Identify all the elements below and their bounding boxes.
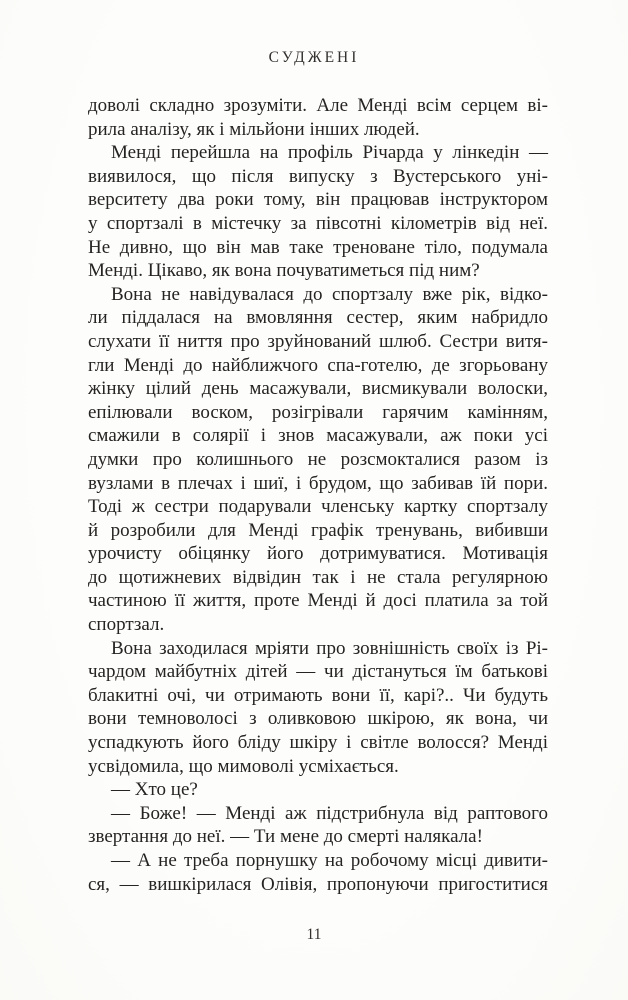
text-line: епілювали воском, розігрівали гарячим камінням, — [88, 401, 548, 423]
text-line: ся, — вишкірилася Олівія, пропонуючи пригоститися — [88, 873, 548, 895]
text-line: частиною її життя, проте Менді й досі платила за той — [88, 590, 548, 612]
text-line: блакитні очі, чи отримають вони її, карі?.. Чи будуть — [88, 684, 548, 706]
text-line: Вона не навідувалася до спортзалу вже рік, відко- — [111, 283, 548, 305]
text-line: — Хто це? — [111, 779, 198, 801]
text-line: спортзал. — [88, 614, 165, 636]
text-line: рила аналізу, як і мільйони інших людей. — [88, 118, 420, 140]
text-line: Тоді ж сестри подарували членську картку спортзалу — [88, 496, 548, 518]
text-line: Менді перейшла на профіль Річарда у лінкедін — — [111, 142, 548, 164]
text-line: слухати її ниття про зруйнований шлюб. Сестри витя- — [88, 330, 548, 352]
text-line: усвідомила, що мимоволі усміхається. — [88, 755, 399, 777]
text-line: — Боже! — Менді аж підстрибнула від раптового — [111, 802, 548, 824]
text-line: до щотижневих відвідин так і не стала регулярною — [88, 566, 548, 588]
text-line: смажили в солярії і знов масажували, аж поки усі — [88, 425, 548, 447]
text-line: виявилося, що після випуску з Вустерського уні- — [88, 165, 548, 187]
text-line: думки про колишнього не розсмокталися разом із — [88, 448, 548, 470]
text-line: Вона заходилася мріяти про зовнішність своїх із Рі- — [111, 637, 548, 659]
text-line: Менді. Цікаво, як вона почуватиметься під ним? — [88, 260, 480, 282]
text-block — [88, 94, 548, 896]
text-line: у спортзалі в містечку за півсотні кілометрів від неї. — [88, 212, 548, 234]
text-line: Не дивно, що він мав таке треноване тіло, подумала — [88, 236, 548, 258]
text-line: звертання до неї. — Ти мене до смерті налякала! — [88, 826, 483, 848]
text-line: верситету два роки тому, він працював інструктором — [88, 189, 548, 211]
text-line: жінку цілий день масажували, висмикували волоски, — [88, 378, 548, 400]
text-line: вони темноволосі з оливковою шкірою, як вона, чи — [88, 708, 548, 730]
text-line: доволі складно зрозуміти. Але Менді всім серцем ві- — [88, 95, 548, 116]
text-line: вузлами в плечах і шиї, і брудом, що забивав їй пори. — [88, 472, 548, 494]
page-number: 11 — [306, 926, 322, 943]
text-line: й розробили для Менді графік тренувань, вибивши — [88, 519, 548, 541]
text-line: гли Менді до найближчого спа-готелю, де згорьовану — [88, 354, 548, 376]
running-header: СУДЖЕНІ — [268, 49, 360, 66]
text-line: чардом майбутніх дітей — чи дістануться їм батькові — [88, 661, 548, 683]
text-line: ли піддалася на вмовляння сестер, яким набридло — [88, 307, 548, 329]
text-line: — А не треба порнушку на робочому місці дивити- — [111, 850, 548, 871]
text-line: успадкують його бліду шкіру і світле волосся? Менді — [88, 732, 548, 754]
text-line: урочисту обіцянку його дотримуватися. Мотивація — [88, 543, 548, 565]
